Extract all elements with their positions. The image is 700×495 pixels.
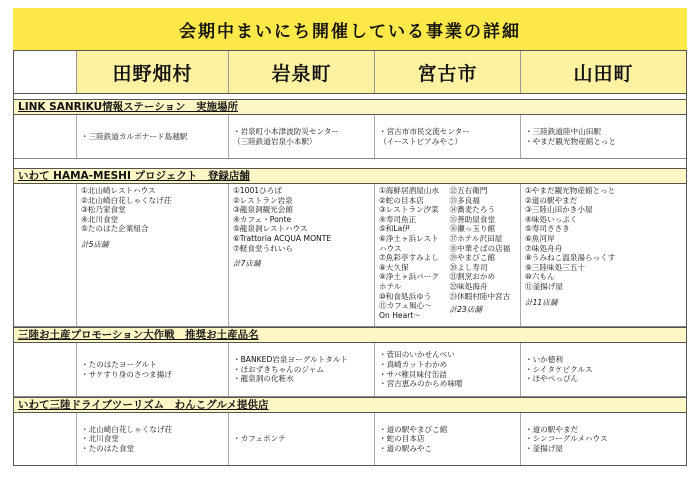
section-drive-tourism <box>14 397 686 465</box>
miyako-store-columns <box>379 186 516 320</box>
list-item: ⑦味処舟舟 <box>525 243 563 253</box>
list-item: ⑭蕎麦たろう <box>449 205 496 215</box>
section-souvenir-promotion <box>14 327 686 397</box>
store-count: 計7店舗 <box>233 259 261 269</box>
list-item: ⑤たのはた企業組合 <box>81 224 149 234</box>
list-item: ⑱中華そばの店福 <box>449 243 511 253</box>
list-item: ⑥浄土ヶ浜レスト <box>379 233 439 243</box>
list-item: ①海鮮居酒屋山水 <box>379 186 439 195</box>
list-item: ⑩六もん <box>525 272 555 282</box>
list-item: ⑪釜揚げ屋 <box>525 281 563 291</box>
list-item: ④カフェ・Ponte <box>233 214 292 224</box>
list-item: ①やまだ観光物産館とっと <box>525 186 616 195</box>
cell-iwaizumi <box>228 343 374 396</box>
store-count: 計11店舗 <box>525 297 558 307</box>
list-item: ・道の駅みやこ <box>379 443 433 453</box>
list-item: ①北山崎レストハウス <box>81 186 156 195</box>
list-item: On Heart〜 <box>379 310 421 320</box>
list-item: ・龍泉洞の化粧水 <box>233 374 294 384</box>
section-body <box>14 413 686 465</box>
list-item: ⑥魚河岸 <box>525 233 555 243</box>
list-item: ・宮古市市民交流センター <box>379 126 470 136</box>
section-link-sanriku <box>14 99 686 159</box>
list-item: （三陸鉄道岩泉小本駅） <box>233 136 317 146</box>
list-item: ・道の駅やまびこ館 <box>379 424 448 434</box>
list-item: ⑳よし寿司 <box>449 262 488 272</box>
list-item: ①1001ひろば <box>233 186 282 195</box>
column-header-yamada: 山田町 <box>520 51 686 93</box>
cell-miyako <box>374 115 520 158</box>
list-item: ・北山崎白花しゃくなげ荘 <box>81 424 173 434</box>
list-item: ・三陸鉄道カルボナード島越駅 <box>81 131 188 141</box>
list-item: ・釜揚げ屋 <box>525 443 563 453</box>
event-details-table <box>13 50 687 466</box>
list-item: ④寿司魚正 <box>379 214 417 224</box>
list-item: ②レストラン岩泉 <box>233 195 293 205</box>
column-header-miyako: 宮古市 <box>374 51 520 93</box>
list-item: ⑫五右衛門 <box>449 186 488 195</box>
list-item: ③松乃家食堂 <box>81 205 126 215</box>
list-item: ②北山崎白花しゃくなげ荘 <box>81 195 172 205</box>
list-item: ・ほおずきちゃんのジャム <box>233 364 324 374</box>
cell-yamada <box>520 115 686 158</box>
list-item: ⑮善助屋食堂 <box>449 214 496 224</box>
list-item: ・真崎カットわかめ <box>379 359 448 369</box>
section-body <box>14 343 686 397</box>
cell-yamada <box>520 413 686 465</box>
list-item: ⑲やまびこ館 <box>449 253 496 263</box>
cell-miyako <box>374 413 520 465</box>
list-item: ・カフェポンテ <box>233 434 286 444</box>
section-title: 三陸お土産プロモーション大作戦 推奨お土産品名 <box>14 327 686 343</box>
list-item: ③龍泉洞観光会館 <box>233 205 293 215</box>
miyako-store-list-1 <box>379 186 448 320</box>
list-item: ③三陸山田かき小屋 <box>525 205 593 215</box>
list-item: ・蛇の目本店 <box>379 434 425 444</box>
list-item: ㉑割烹おかめ <box>449 272 496 282</box>
cell-miyako <box>374 184 520 326</box>
list-item: ・三陸鉄道陸中山田駅 <box>525 126 601 136</box>
list-item: ㉒味処海舟 <box>449 281 488 291</box>
list-item: ②蛇の目本店 <box>379 195 424 205</box>
list-item: ハウス <box>379 243 402 253</box>
list-item: ㉓休暇村陸中宮古 <box>449 291 511 301</box>
list-item: ・道の駅やまだ <box>525 424 579 434</box>
cell-tanohata <box>76 115 228 158</box>
list-item: ・たのはたヨーグルト <box>81 359 157 369</box>
cell-iwaizumi <box>228 413 374 465</box>
list-item: ・ほやぺっぴん <box>525 374 579 384</box>
list-item: ④北川食堂 <box>81 214 119 224</box>
cell-yamada <box>520 184 686 326</box>
list-item: ⑩和食処浜ゆう <box>379 291 432 301</box>
list-item: ⑦軽食堂うれいら <box>233 243 293 253</box>
section-body <box>14 115 686 159</box>
list-item: ・シイタケピクルス <box>525 364 593 374</box>
store-count: 計5店舗 <box>81 239 109 249</box>
list-item: ・やまだ観光物産館とっと <box>525 136 616 146</box>
section-title: LINK SANRIKU情報ステーション 実施場所 <box>14 99 686 115</box>
list-item: ・菅田のいかせんべい <box>379 350 455 360</box>
miyako-store-list-2 <box>448 186 517 320</box>
cell-yamada <box>520 343 686 396</box>
list-item: ③レストラン汐菜 <box>379 205 439 215</box>
section-title: いわて HAMA-MESHI プロジェクト 登録店舗 <box>14 168 686 184</box>
list-item: ⑤和La伊 <box>379 224 410 234</box>
list-item: ⑦魚彩亭すみよし <box>379 253 439 263</box>
list-item: ⑪カフェ風心〜 <box>379 301 432 311</box>
list-item: ・サケすり身のさつま揚げ <box>81 369 172 379</box>
list-item: ・宮古恵みのからめ味噌 <box>379 379 463 389</box>
list-item: ⑧うみねこ温泉湯らっくす <box>525 253 616 263</box>
list-item: ・いか徳利 <box>525 355 563 365</box>
list-item: ・BANKED岩泉ヨーグルトタルト <box>233 355 349 365</box>
list-item: ・たのはた食堂 <box>81 443 135 453</box>
column-header-tanohata: 田野畑村 <box>76 51 228 93</box>
cell-tanohata <box>76 184 228 326</box>
list-item: ・シンコーグルメハウス <box>525 434 608 444</box>
list-item: ⑨三陸味処三五十 <box>525 262 585 272</box>
section-hama-meshi <box>14 168 686 327</box>
list-item: ・サバ稚貝味付缶詰 <box>379 369 447 379</box>
list-item: ・岩泉町小本津波防災センター <box>233 126 340 136</box>
list-item: ②道の駅やまだ <box>525 195 578 205</box>
list-item: ④味処いっぷく <box>525 214 578 224</box>
header-corner <box>14 51 76 93</box>
section-body <box>14 184 686 327</box>
list-item: ⑯瀬っ玉り館 <box>449 224 496 234</box>
list-item: ⑤龍泉洞レストハウス <box>233 224 308 234</box>
list-item: ⑤寿司ささき <box>525 224 570 234</box>
cell-iwaizumi <box>228 184 374 326</box>
list-item: ホテル <box>379 281 402 291</box>
cell-miyako <box>374 343 520 396</box>
store-count: 計23店舗 <box>449 305 482 315</box>
list-item: ・北川食堂 <box>81 434 119 444</box>
list-item: ⑨浄土ヶ浜パーク <box>379 272 439 282</box>
column-header-row <box>14 51 686 94</box>
list-item: ⑰ホテル沢田屋 <box>449 233 503 243</box>
cell-tanohata <box>76 413 228 465</box>
cell-tanohata <box>76 343 228 396</box>
list-item: ⑧大久保 <box>379 262 409 272</box>
page-title: 会期中まいにち開催している事業の詳細 <box>13 8 687 50</box>
section-title: いわて三陸ドライブツーリズム わんこグルメ提供店 <box>14 397 686 413</box>
column-header-iwaizumi: 岩泉町 <box>228 51 374 93</box>
list-item: ⑥Trattoria ACQUA MONTE <box>233 233 332 243</box>
cell-iwaizumi <box>228 115 374 158</box>
list-item: ⑬多良福 <box>449 195 480 205</box>
list-item: （イーストピアみやこ） <box>379 136 463 146</box>
